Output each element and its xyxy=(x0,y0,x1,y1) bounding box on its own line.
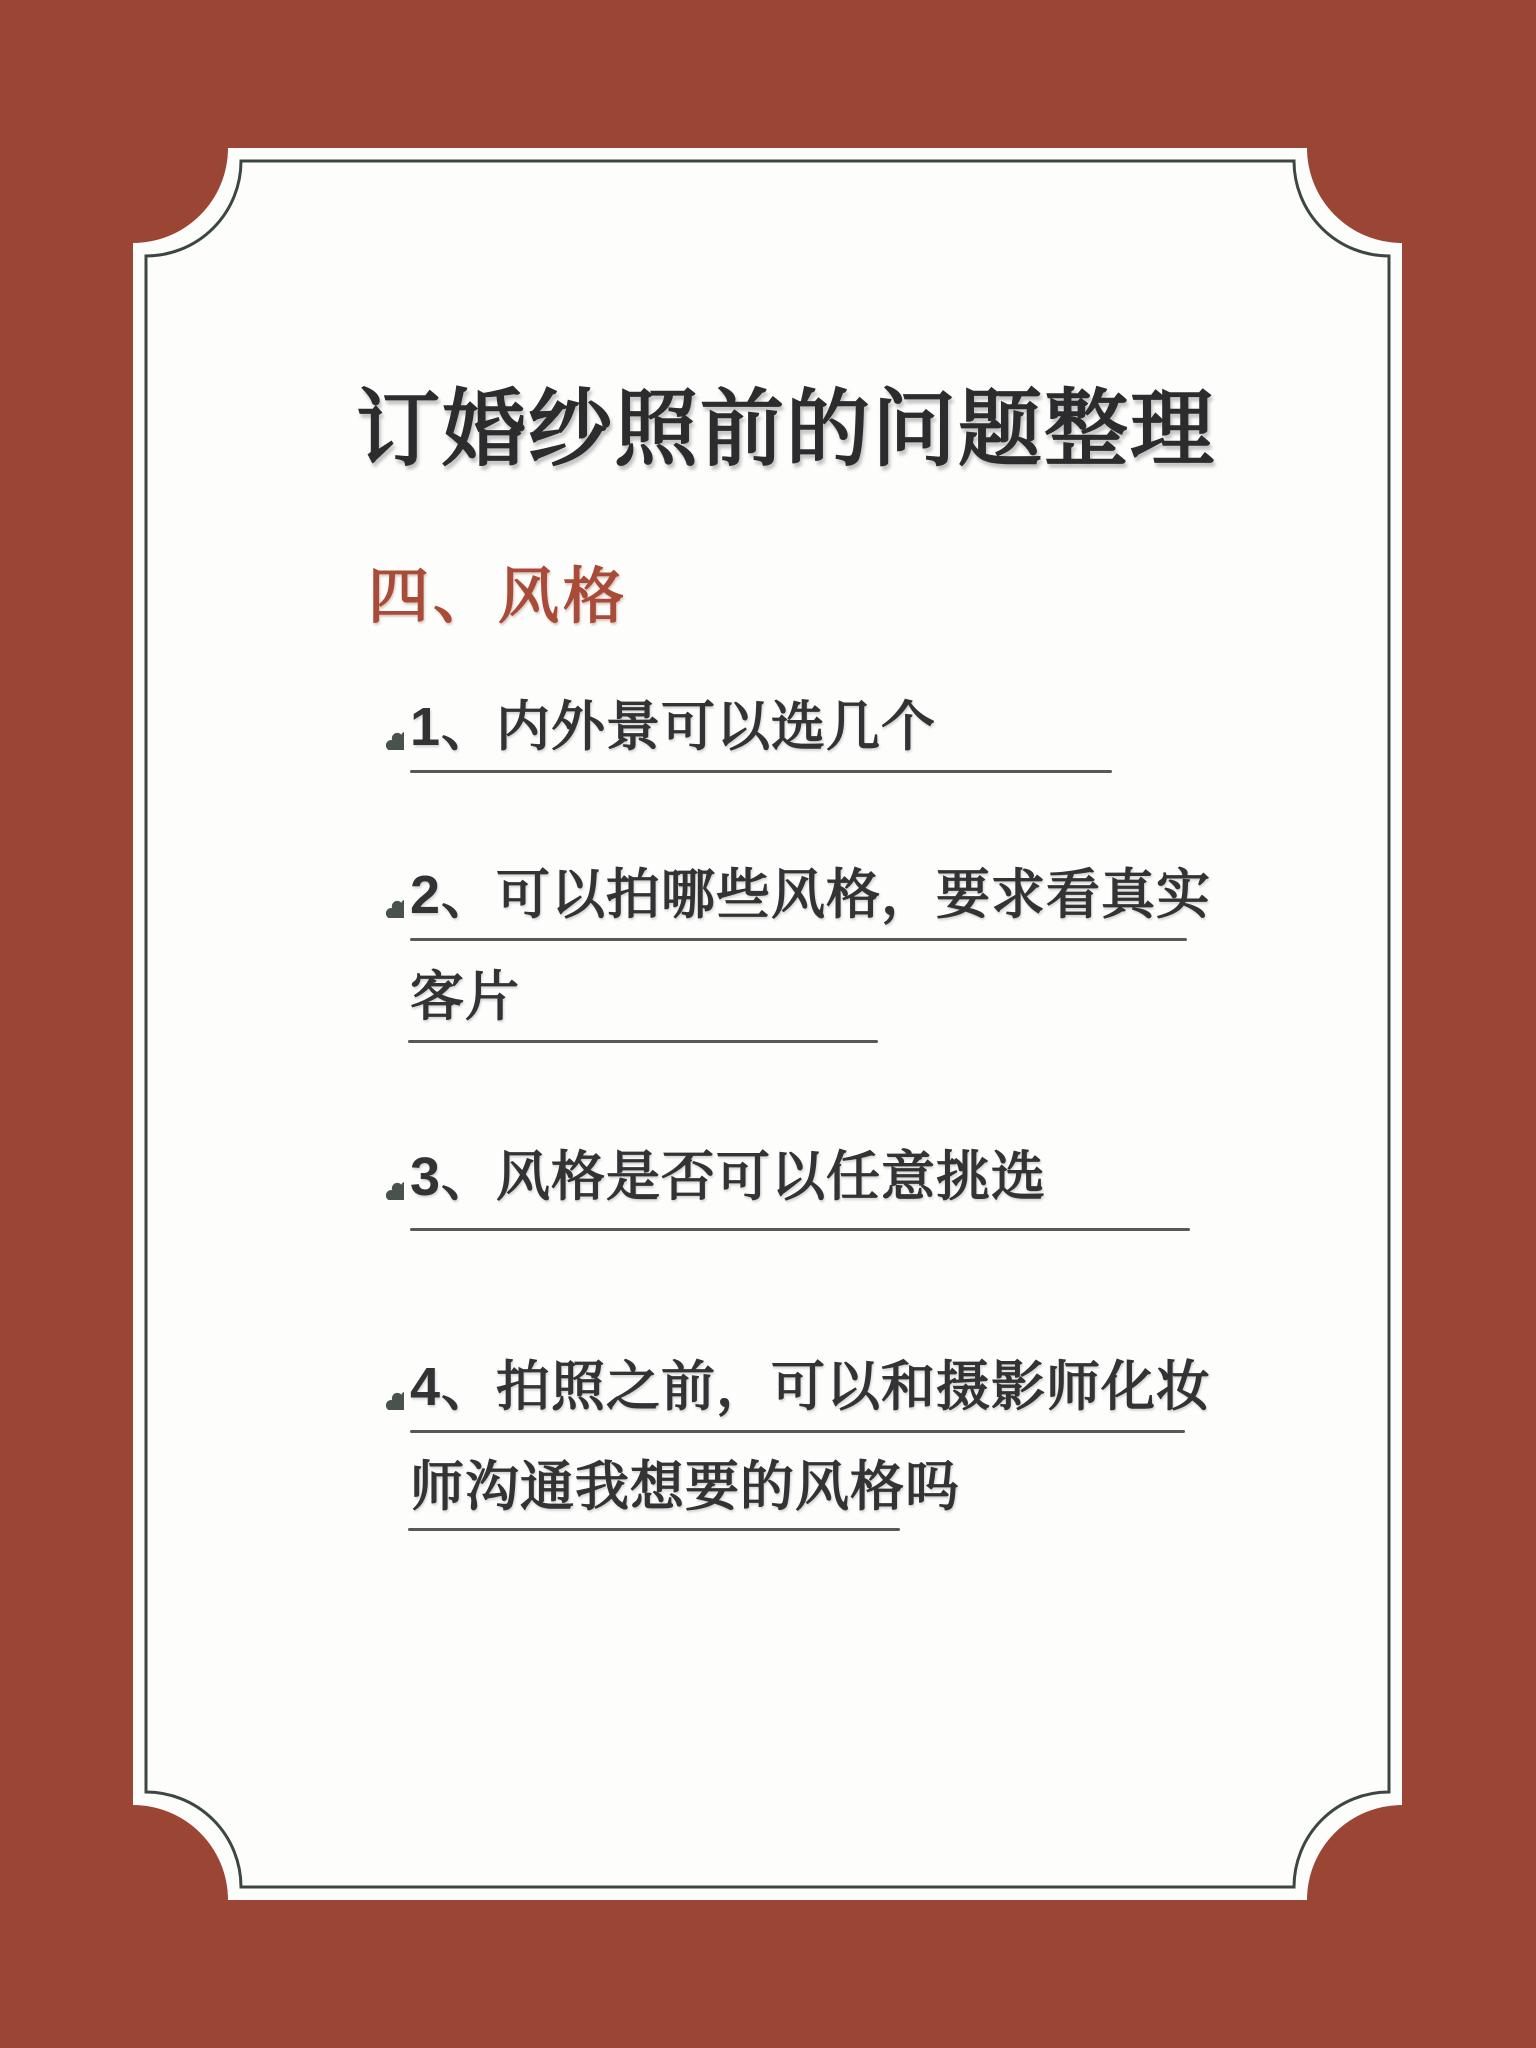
gear-bullet-icon xyxy=(362,708,404,750)
question-item-4-line-1: 4、拍照之前，可以和摄影师化妆 xyxy=(410,1357,1212,1417)
item-3-underline xyxy=(410,1228,1190,1231)
item-2-underline-2 xyxy=(408,1040,878,1043)
question-item-4-line-2: 师沟通我想要的风格吗 xyxy=(410,1457,960,1517)
question-item-3-line-1: 3、风格是否可以任意挑选 xyxy=(410,1147,1047,1207)
gear-bullet-icon xyxy=(362,1158,404,1200)
question-item-2-line-2: 客片 xyxy=(410,967,520,1027)
gear-bullet-icon xyxy=(362,876,404,918)
question-item-2-line-1: 2、可以拍哪些风格，要求看真实 xyxy=(410,865,1212,925)
section-heading: 四、风格 xyxy=(368,562,629,630)
item-2-underline-1 xyxy=(410,938,1187,941)
gear-bullet-icon xyxy=(362,1368,404,1410)
poster-title: 订婚纱照前的问题整理 xyxy=(356,382,1217,476)
item-1-underline xyxy=(410,770,1112,773)
item-4-underline-2 xyxy=(408,1528,900,1531)
question-item-1-line-1: 1、内外景可以选几个 xyxy=(410,697,937,757)
item-4-underline-1 xyxy=(410,1430,1185,1433)
